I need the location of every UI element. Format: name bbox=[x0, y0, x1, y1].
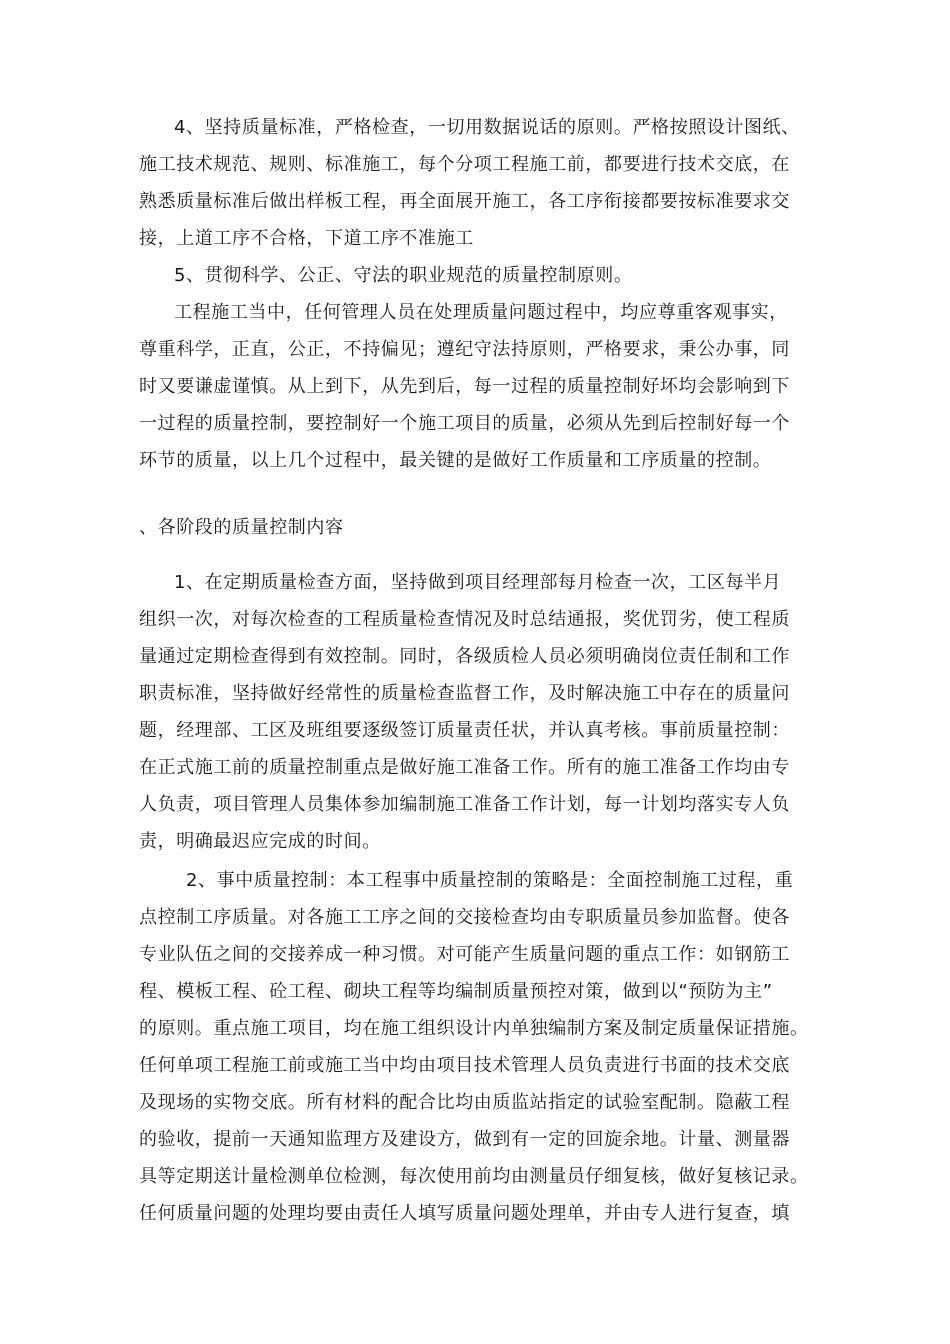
text-line: 5、贯彻科学、公正、守法的职业规范的质量控制原则。 bbox=[174, 265, 633, 286]
text-line: 人负责，项目管理人员集体参加编制施工准备工作计划，每一计划均落实专人负 bbox=[139, 794, 790, 815]
text-line: 及现场的实物交底。所有材料的配合比均由质监站指定的试验室配制。隐蔽工程 bbox=[139, 1092, 790, 1113]
text-line: 任何单项工程施工前或施工当中均由项目技术管理人员负责进行书面的技术交底 bbox=[139, 1055, 790, 1076]
text-line: 熟悉质量标准后做出样板工程，再全面展开施工，各工序衔接都要按标准要求交 bbox=[139, 191, 790, 212]
text-line: 环节的质量，以上几个过程中，最关键的是做好工作质量和工序质量的控制。 bbox=[139, 450, 772, 471]
text-line: 的原则。重点施工项目，均在施工组织设计内单独编制方案及制定质量保证措施。 bbox=[139, 1018, 809, 1039]
text-line: 的验收，提前一天通知监理方及建设方，做到有一定的回旋余地。计量、测量器 bbox=[139, 1129, 790, 1150]
text-line: 量通过定期检查得到有效控制。同时，各级质检人员必须明确岗位责任制和工作 bbox=[139, 646, 790, 667]
text-line: 2、事中质量控制：本工程事中质量控制的策略是：全面控制施工过程，重 bbox=[186, 870, 794, 891]
text-line: 程、模板工程、砼工程、砌块工程等均编制质量预控对策，做到以“预防为主” bbox=[139, 981, 773, 1002]
text-line: 任何质量问题的处理均要由责任人填写质量问题处理单，并由专人进行复查，填 bbox=[139, 1203, 790, 1224]
section-heading: 、各阶段的质量控制内容 bbox=[139, 517, 344, 538]
text-line: 在正式施工前的质量控制重点是做好施工准备工作。所有的施工准备工作均由专 bbox=[139, 757, 790, 778]
text-line: 点控制工序质量。对各施工工序之间的交接检查均由专职质量员参加监督。使各 bbox=[139, 907, 790, 928]
text-line: 工程施工当中，任何管理人员在处理质量问题过程中，均应尊重客观事实， bbox=[174, 302, 788, 323]
text-line: 一过程的质量控制，要控制好一个施工项目的质量，必须从先到后控制好每一个 bbox=[139, 413, 790, 434]
text-line: 1、在定期质量检查方面，坚持做到项目经理部每月检查一次，工区每半月 bbox=[174, 572, 782, 593]
text-line: 具等定期送计量检测单位检测，每次使用前均由测量员仔细复核，做好复核记录。 bbox=[139, 1166, 809, 1187]
text-line: 责，明确最迟应完成的时间。 bbox=[139, 831, 381, 852]
text-line: 尊重科学，正直，公正，不持偏见；遵纪守法持原则，严格要求，秉公办事，同 bbox=[139, 339, 790, 360]
text-line: 接，上道工序不合格，下道工序不准施工 bbox=[139, 228, 474, 249]
text-line: 职责标准，坚持做好经常性的质量检查监督工作，及时解决施工中存在的质量问 bbox=[139, 683, 790, 704]
text-line: 施工技术规范、规则、标准施工，每个分项工程施工前，都要进行技术交底，在 bbox=[139, 154, 790, 175]
text-line: 4、坚持质量标准，严格检查，一切用数据说话的原则。严格按照设计图纸、 bbox=[174, 117, 800, 138]
text-line: 题，经理部、工区及班组要逐级签订质量责任状，并认真考核。事前质量控制： bbox=[139, 720, 790, 741]
text-line: 专业队伍之间的交接养成一种习惯。对可能产生质量问题的重点工作：如钢筋工 bbox=[139, 944, 790, 965]
text-line: 组织一次，对每次检查的工程质量检查情况及时总结通报，奖优罚劣，使工程质 bbox=[139, 609, 790, 630]
text-line: 时又要谦虚谨慎。从上到下，从先到后，每一过程的质量控制好坏均会影响到下 bbox=[139, 376, 790, 397]
